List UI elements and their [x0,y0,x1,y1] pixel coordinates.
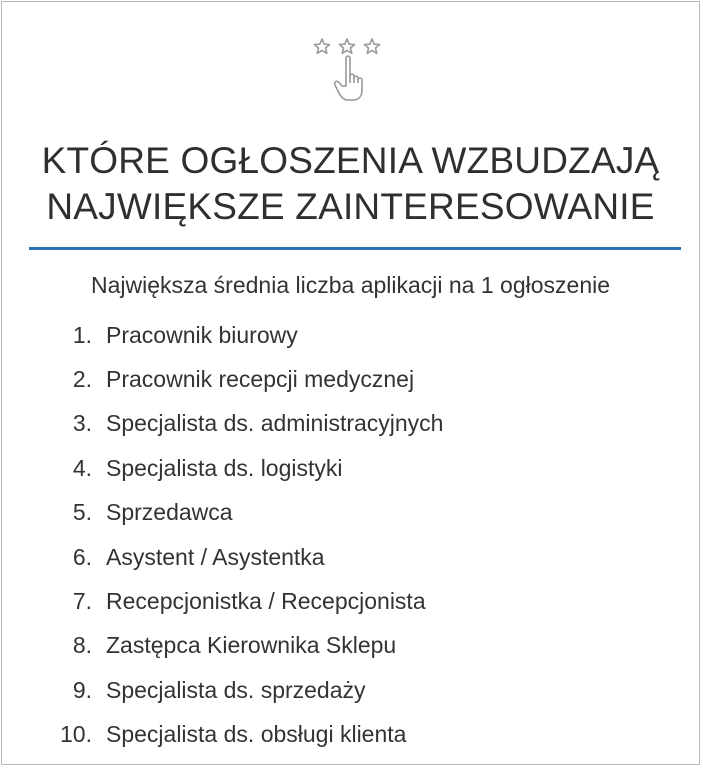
title-line-2: NAJWIĘKSZE ZAINTERESOWANIE [46,186,655,227]
item-number: 4. [72,454,92,481]
list-item [2,402,443,446]
ranking-list [2,313,443,757]
item-label: Pracownik biurowy [106,321,298,348]
page-title [2,138,699,230]
list-item [2,713,443,757]
item-number: 2. [72,366,92,393]
item-number: 10. [60,721,92,748]
infographic-card [1,1,700,765]
list-item [2,668,443,712]
list-item [2,535,443,579]
list-item [2,491,443,535]
stars-pointer-icon [308,36,386,108]
list-item [2,624,443,668]
title-line-1: KTÓRE OGŁOSZENIA WZBUDZAJĄ [41,140,660,181]
item-label: Zastępca Kierownika Sklepu [106,632,397,659]
item-label: Specjalista ds. sprzedaży [106,676,366,703]
item-label: Pracownik recepcji medycznej [106,366,415,393]
item-number: 7. [72,588,92,615]
item-label: Sprzedawca [106,499,233,526]
item-number: 9. [72,676,92,703]
list-subtitle: Największa średnia liczba aplikacji na 1 ogłoszenie [90,272,611,298]
item-number: 5. [72,499,92,526]
item-label: Specjalista ds. administracyjnych [106,410,444,437]
item-label: Specjalista ds. obsługi klienta [106,721,407,748]
item-label: Specjalista ds. logistyki [106,454,343,481]
list-item [2,313,443,357]
item-number: 8. [72,632,92,659]
item-number: 6. [72,543,92,570]
list-item [2,357,443,401]
list-item [2,446,443,490]
item-number: 3. [72,410,92,437]
list-item [2,579,443,623]
title-divider [29,247,681,250]
item-label: Asystent / Asystentka [106,543,325,570]
item-number: 1. [72,321,92,348]
item-label: Recepcjonistka / Recepcjonista [106,588,426,615]
